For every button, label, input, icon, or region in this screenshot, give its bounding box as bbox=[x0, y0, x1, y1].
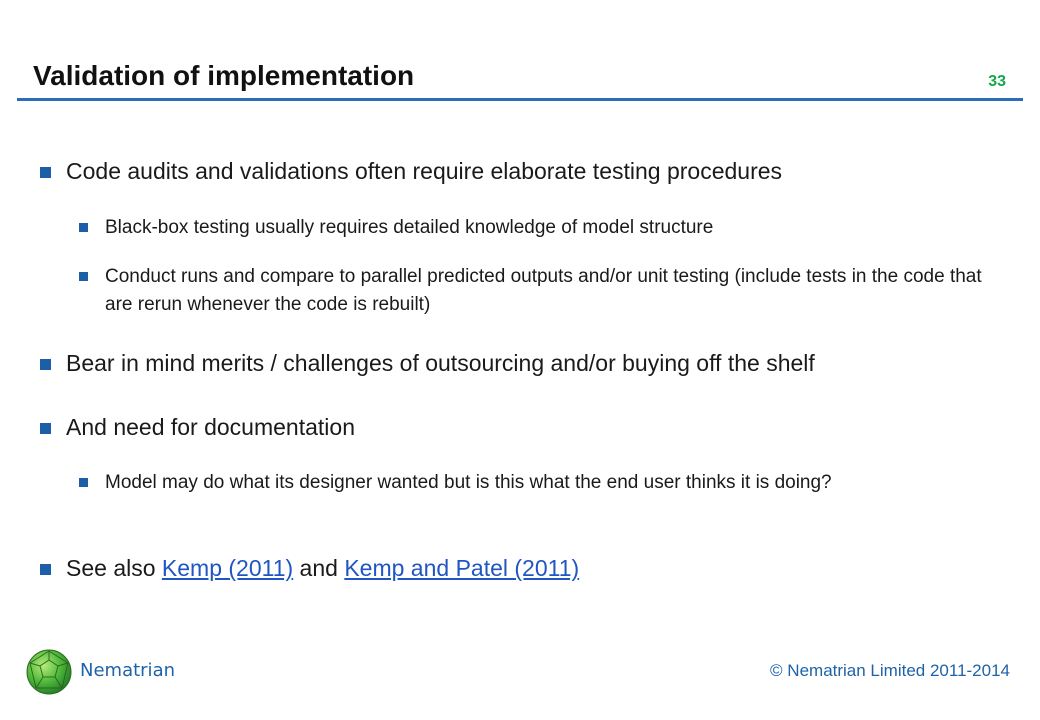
bullet-text: Bear in mind merits / challenges of outsourcing and/or buying off the shelf bbox=[66, 350, 815, 376]
square-bullet-icon bbox=[79, 272, 88, 281]
bullet-item bbox=[40, 349, 815, 377]
square-bullet-icon bbox=[79, 223, 88, 232]
footer-brand: Nematrian bbox=[80, 660, 176, 681]
footer-copyright: © Nematrian Limited 2011-2014 bbox=[770, 661, 1010, 680]
bullet-text: And need for documentation bbox=[66, 414, 355, 440]
square-bullet-icon bbox=[40, 167, 51, 178]
square-bullet-icon bbox=[40, 423, 51, 434]
slide-title: Validation of implementation bbox=[33, 60, 415, 91]
kemp-patel-2011-link[interactable]: Kemp and Patel (2011) bbox=[344, 555, 580, 581]
sub-bullet-item bbox=[79, 263, 999, 319]
bullet-text: Conduct runs and compare to parallel predicted outputs and/or unit testing (include tests in the code that are rerun whenever the code is rebuilt) bbox=[105, 266, 982, 315]
sub-bullet-item bbox=[79, 469, 999, 497]
see-also-conjunction: and bbox=[293, 555, 345, 581]
page-number: 33 bbox=[988, 73, 1006, 90]
bullet-text: Model may do what its designer wanted but is this what the end user thinks it is doing? bbox=[105, 472, 832, 493]
sub-bullet-item bbox=[79, 214, 999, 242]
bullet-item bbox=[40, 157, 782, 185]
title-divider bbox=[17, 98, 1023, 101]
bullet-text: Code audits and validations often require elaborate testing procedures bbox=[66, 158, 783, 184]
square-bullet-icon bbox=[40, 359, 51, 370]
bullet-text: Black-box testing usually requires detailed knowledge of model structure bbox=[105, 217, 714, 238]
green-polyhedron-icon bbox=[25, 648, 73, 696]
square-bullet-icon bbox=[79, 478, 88, 487]
bullet-item bbox=[40, 413, 355, 441]
see-also-prefix: See also bbox=[66, 555, 162, 581]
bullet-item bbox=[40, 554, 579, 582]
square-bullet-icon bbox=[40, 564, 51, 575]
kemp-2011-link[interactable]: Kemp (2011) bbox=[161, 555, 294, 581]
bullet-text bbox=[66, 554, 579, 582]
